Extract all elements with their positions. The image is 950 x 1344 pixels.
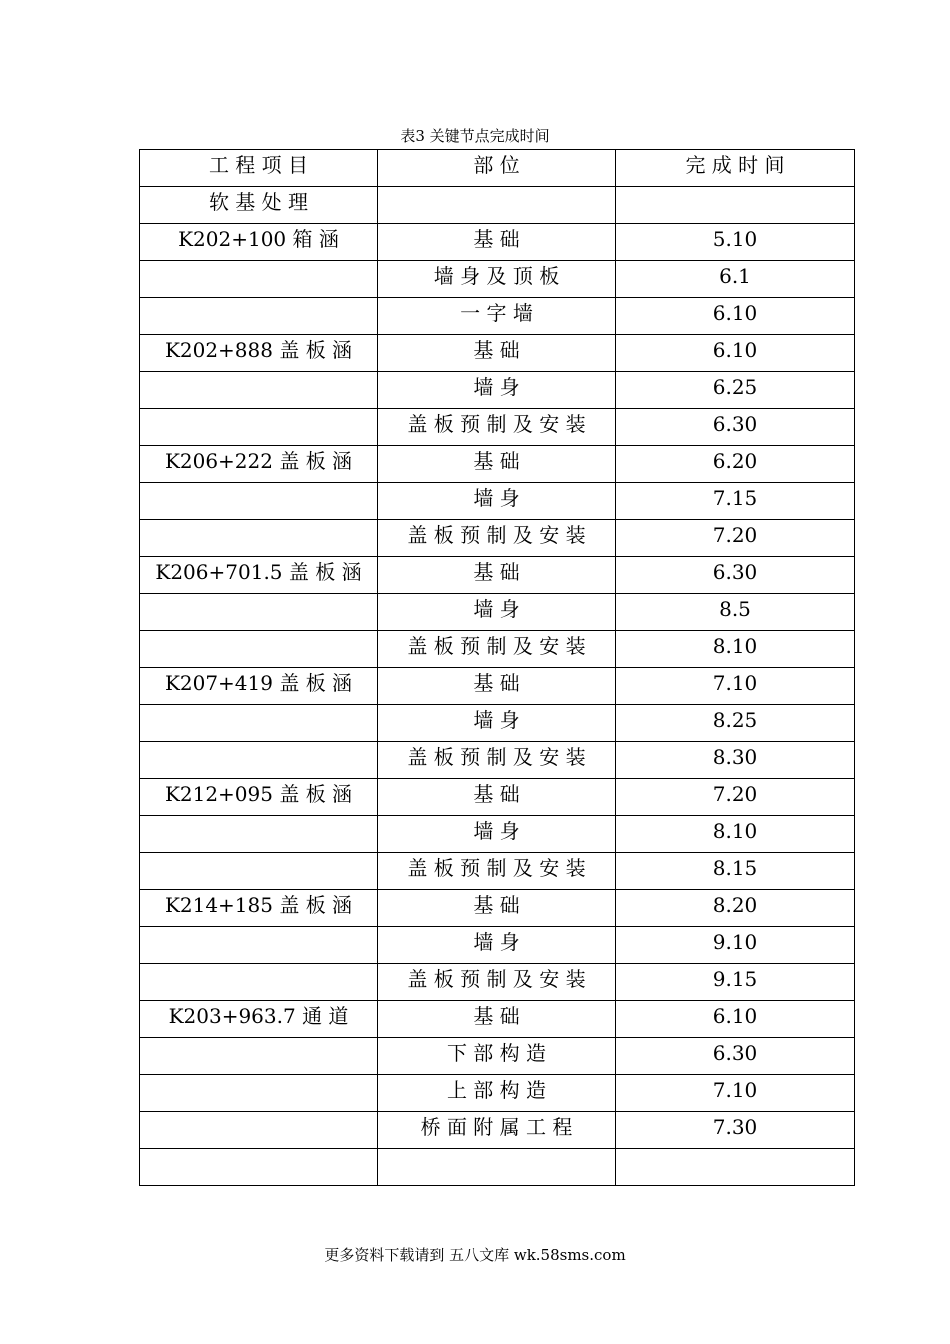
part-cell: 基 础 <box>378 335 616 372</box>
part-cell: 基 础 <box>378 557 616 594</box>
completion-time-cell: 7.20 <box>616 779 855 816</box>
project-cell <box>140 1038 378 1075</box>
project-cell: K206+222 盖 板 涵 <box>140 446 378 483</box>
table-row <box>140 594 855 631</box>
table-row <box>140 520 855 557</box>
table-row <box>140 705 855 742</box>
part-cell: 基 础 <box>378 779 616 816</box>
part-cell: 盖 板 预 制 及 安 装 <box>378 853 616 890</box>
completion-time-cell: 7.10 <box>616 1075 855 1112</box>
part-cell: 基 础 <box>378 890 616 927</box>
table-row <box>140 298 855 335</box>
table-row <box>140 261 855 298</box>
completion-time-cell: 6.30 <box>616 1038 855 1075</box>
part-cell: 墙 身 <box>378 816 616 853</box>
project-cell: K214+185 盖 板 涵 <box>140 890 378 927</box>
part-cell: 桥 面 附 属 工 程 <box>378 1112 616 1149</box>
part-cell: 墙 身 <box>378 594 616 631</box>
project-cell <box>140 1075 378 1112</box>
table-row <box>140 890 855 927</box>
part-cell: 基 础 <box>378 224 616 261</box>
completion-time-cell: 6.1 <box>616 261 855 298</box>
completion-time-cell: 8.20 <box>616 890 855 927</box>
project-cell <box>140 705 378 742</box>
table-row <box>140 742 855 779</box>
table-row <box>140 187 855 224</box>
part-cell: 墙 身 及 顶 板 <box>378 261 616 298</box>
part-cell: 基 础 <box>378 446 616 483</box>
completion-time-cell: 8.10 <box>616 631 855 668</box>
table-row <box>140 631 855 668</box>
project-cell <box>140 964 378 1001</box>
table-row <box>140 483 855 520</box>
part-cell: 盖 板 预 制 及 安 装 <box>378 520 616 557</box>
completion-time-cell <box>616 1149 855 1186</box>
project-cell <box>140 261 378 298</box>
table-caption: 表3 关键节点完成时间 <box>400 127 550 145</box>
part-cell: 墙 身 <box>378 927 616 964</box>
project-cell: K212+095 盖 板 涵 <box>140 779 378 816</box>
project-cell: K202+100 箱 涵 <box>140 224 378 261</box>
table-header-row <box>140 150 855 187</box>
part-cell: 墙 身 <box>378 483 616 520</box>
header-part: 部 位 <box>378 150 616 187</box>
header-completion-time: 完 成 时 间 <box>616 150 855 187</box>
completion-time-cell: 8.30 <box>616 742 855 779</box>
table-row <box>140 372 855 409</box>
part-cell <box>378 187 616 224</box>
completion-time-cell: 9.15 <box>616 964 855 1001</box>
table-row <box>140 224 855 261</box>
completion-time-cell: 8.15 <box>616 853 855 890</box>
project-cell: 软 基 处 理 <box>140 187 378 224</box>
part-cell <box>378 1149 616 1186</box>
table-row <box>140 446 855 483</box>
table-row <box>140 409 855 446</box>
completion-time-cell: 8.25 <box>616 705 855 742</box>
project-cell <box>140 483 378 520</box>
table-row <box>140 335 855 372</box>
table-row <box>140 1112 855 1149</box>
table-row <box>140 927 855 964</box>
part-cell: 基 础 <box>378 1001 616 1038</box>
table-row <box>140 1149 855 1186</box>
part-cell: 盖 板 预 制 及 安 装 <box>378 742 616 779</box>
table-row <box>140 1075 855 1112</box>
completion-time-cell: 6.10 <box>616 298 855 335</box>
project-cell <box>140 853 378 890</box>
completion-time-cell: 7.15 <box>616 483 855 520</box>
completion-time-cell: 6.30 <box>616 409 855 446</box>
project-cell <box>140 372 378 409</box>
table-row <box>140 557 855 594</box>
completion-time-cell: 6.20 <box>616 446 855 483</box>
table-row <box>140 668 855 705</box>
header-project: 工 程 项 目 <box>140 150 378 187</box>
completion-time-cell: 6.30 <box>616 557 855 594</box>
part-cell: 盖 板 预 制 及 安 装 <box>378 631 616 668</box>
project-cell <box>140 742 378 779</box>
table-row <box>140 964 855 1001</box>
project-cell <box>140 1149 378 1186</box>
project-cell <box>140 816 378 853</box>
project-cell <box>140 298 378 335</box>
table-row <box>140 853 855 890</box>
project-cell: K203+963.7 通 道 <box>140 1001 378 1038</box>
completion-time-cell: 5.10 <box>616 224 855 261</box>
project-cell <box>140 1112 378 1149</box>
project-cell: K202+888 盖 板 涵 <box>140 335 378 372</box>
completion-time-cell: 7.10 <box>616 668 855 705</box>
table-row <box>140 779 855 816</box>
completion-time-cell: 9.10 <box>616 927 855 964</box>
completion-time-cell: 6.25 <box>616 372 855 409</box>
table-row <box>140 1038 855 1075</box>
project-cell: K206+701.5 盖 板 涵 <box>140 557 378 594</box>
completion-time-cell: 6.10 <box>616 1001 855 1038</box>
table-row <box>140 816 855 853</box>
part-cell: 上 部 构 造 <box>378 1075 616 1112</box>
completion-time-cell: 8.10 <box>616 816 855 853</box>
project-cell <box>140 927 378 964</box>
part-cell: 下 部 构 造 <box>378 1038 616 1075</box>
footer-note: 更多资料下载请到 五八文库 wk.58sms.com <box>324 1246 626 1264</box>
project-cell <box>140 520 378 557</box>
project-cell <box>140 409 378 446</box>
part-cell: 墙 身 <box>378 372 616 409</box>
table-body <box>140 187 855 1186</box>
project-cell: K207+419 盖 板 涵 <box>140 668 378 705</box>
completion-time-cell: 7.20 <box>616 520 855 557</box>
project-cell <box>140 631 378 668</box>
part-cell: 墙 身 <box>378 705 616 742</box>
milestone-table <box>139 149 855 1186</box>
part-cell: 盖 板 预 制 及 安 装 <box>378 409 616 446</box>
part-cell: 盖 板 预 制 及 安 装 <box>378 964 616 1001</box>
completion-time-cell: 8.5 <box>616 594 855 631</box>
completion-time-cell <box>616 187 855 224</box>
part-cell: 基 础 <box>378 668 616 705</box>
table-row <box>140 1001 855 1038</box>
completion-time-cell: 6.10 <box>616 335 855 372</box>
project-cell <box>140 594 378 631</box>
completion-time-cell: 7.30 <box>616 1112 855 1149</box>
part-cell: 一 字 墙 <box>378 298 616 335</box>
